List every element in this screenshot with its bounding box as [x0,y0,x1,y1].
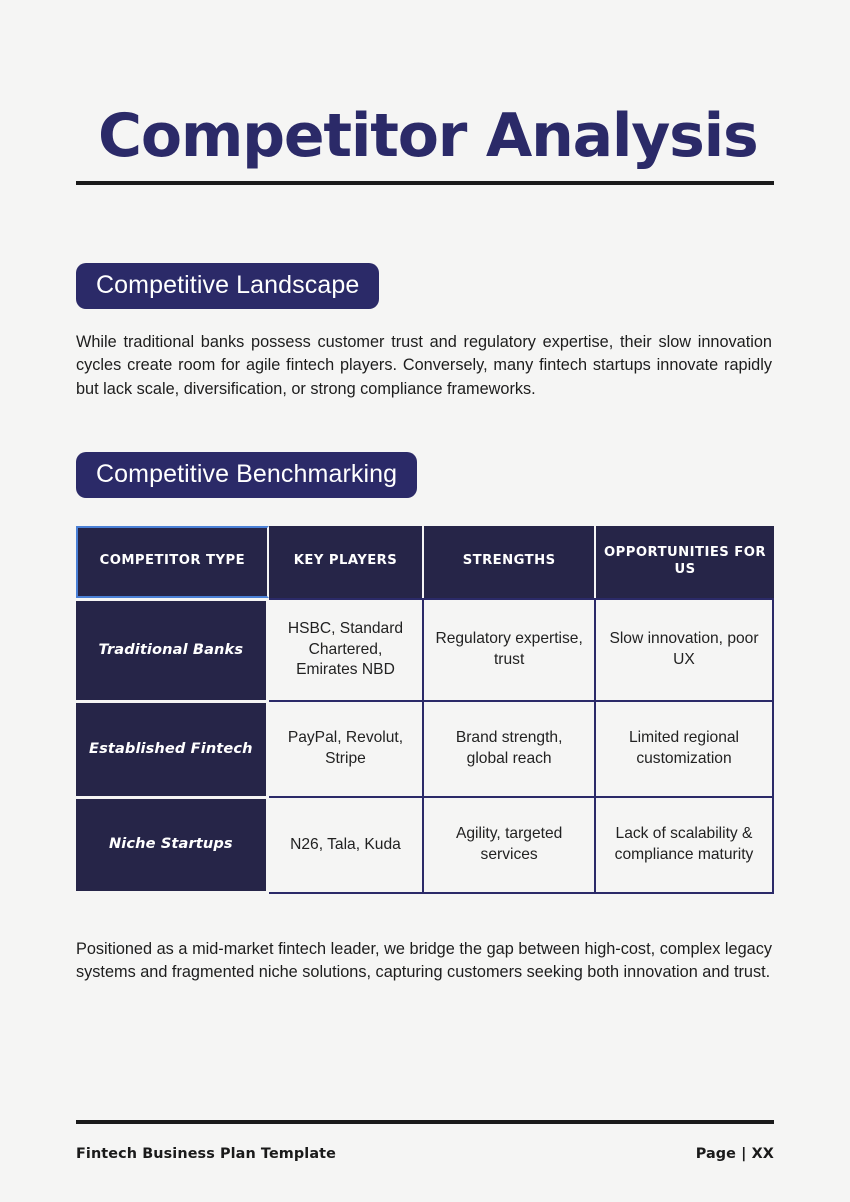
table-body [76,598,774,894]
cell-competitor-type: Traditional Banks [76,598,269,700]
column-header-key-players[interactable]: KEY PLAYERS [269,526,425,598]
table-header [76,526,774,598]
cell-opportunities: Lack of scalability & compliance maturity [596,796,774,894]
cell-opportunities: Limited regional customization [596,700,774,796]
cell-key-players: PayPal, Revolut, Stripe [269,700,425,796]
cell-key-players: N26, Tala, Kuda [269,796,425,894]
closing-paragraph: Positioned as a mid-market fintech leader, we bridge the gap between high-cost, complex legacy systems and fragmented niche solutions, capturing customers seeking both innovation and trust. [76,939,772,982]
footer-page-number: Page | XX [695,1146,774,1162]
column-header-strengths[interactable]: STRENGTHS [424,526,596,598]
cell-opportunities: Slow innovation, poor UX [596,598,774,700]
landscape-paragraph: While traditional banks possess customer trust and regulatory expertise, their slow innovation cycles create room for agile fintech players. Conversely, many fintech startups innovate rapidly but lack scale, diversification, or strong compliance frameworks. [76,332,772,399]
title-divider [76,181,774,185]
column-header-opportunities-for-us[interactable]: OPPORTUNITIES FOR US [596,526,774,598]
footer-document-name: Fintech Business Plan Template [76,1146,336,1162]
cell-strengths: Brand strength, global reach [424,700,596,796]
section-heading-competitive-landscape: Competitive Landscape [76,263,379,309]
footer-row [76,1146,774,1162]
section-heading-competitive-benchmarking: Competitive Benchmarking [76,452,417,498]
page-title: Competitor Analysis [98,101,758,171]
table-row [76,598,774,700]
table-row [76,796,774,894]
cell-key-players: HSBC, Standard Chartered, Emirates NBD [269,598,425,700]
cell-strengths: Regulatory expertise, trust [424,598,596,700]
competitive-benchmarking-table [76,526,774,894]
benchmarking-heading-wrap [76,452,774,498]
table-header-row [76,526,774,598]
table-row [76,700,774,796]
footer-divider [76,1120,774,1124]
cell-competitor-type: Niche Startups [76,796,269,894]
cell-competitor-type: Established Fintech [76,700,269,796]
landscape-heading-wrap [76,263,774,309]
cell-strengths: Agility, targeted services [424,796,596,894]
column-header-competitor-type[interactable]: COMPETITOR TYPE [76,526,269,598]
title-block [76,0,774,185]
page-footer [76,1120,774,1162]
